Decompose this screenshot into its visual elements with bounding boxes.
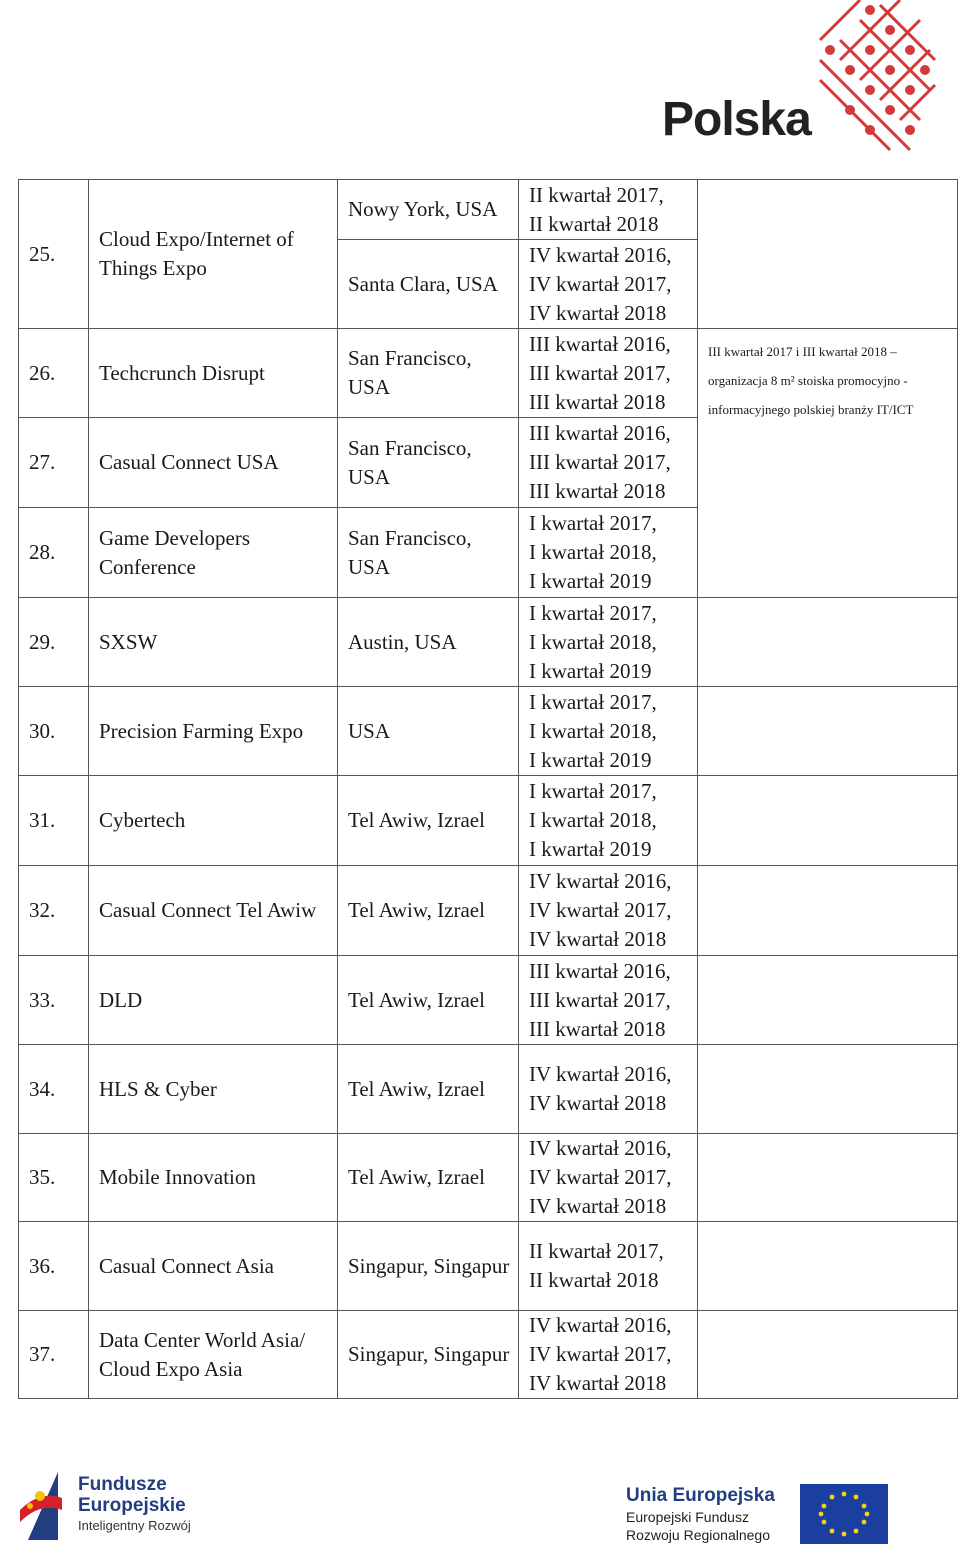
event-name: Casual Connect Tel Awiw — [89, 866, 338, 956]
date-line: I kwartał 2017, — [529, 689, 657, 714]
date-line: IV kwartał 2017, — [529, 271, 672, 296]
table-row — [19, 956, 958, 1045]
event-city: Tel Awiw, Izrael — [338, 1134, 519, 1222]
row-number: 32. — [19, 866, 89, 956]
dates-cell — [519, 329, 698, 418]
date-line: IV kwartał 2016, — [529, 1136, 672, 1160]
empty-cell — [698, 687, 958, 776]
fe-title1: Fundusze — [78, 1474, 167, 1495]
table-row — [19, 598, 958, 687]
date-line: III kwartał 2016, — [529, 331, 671, 356]
note-line: informacyjnego polskiej branży IT/ICT — [708, 402, 914, 417]
event-name: SXSW — [89, 598, 338, 687]
event-city: Tel Awiw, Izrael — [338, 866, 519, 956]
date-line: III kwartał 2017, — [529, 360, 671, 385]
event-name: Game Developers Conference — [89, 508, 338, 598]
empty-cell — [698, 1222, 958, 1311]
date-line: I kwartał 2019 — [529, 747, 652, 772]
ue-sub1: Europejski Fundusz — [626, 1509, 749, 1525]
row-number: 30. — [19, 687, 89, 776]
date-line: III kwartał 2016, — [529, 421, 671, 445]
empty-cell — [698, 866, 958, 956]
date-line: II kwartał 2017, — [529, 1239, 664, 1263]
date-line: IV kwartał 2017, — [529, 1342, 672, 1366]
date-line: IV kwartał 2016, — [529, 1062, 672, 1086]
dates-cell — [519, 1222, 698, 1311]
note-line: organizacja 8 m² stoiska promocyjno - — [708, 373, 908, 388]
dates-cell — [519, 776, 698, 866]
date-line: IV kwartał 2018 — [529, 1194, 667, 1218]
date-line: I kwartał 2018, — [529, 808, 657, 832]
table-row — [19, 776, 958, 866]
row-number: 35. — [19, 1134, 89, 1222]
event-city: Singapur, Singapur — [338, 1222, 519, 1311]
dates-cell — [519, 508, 698, 598]
event-city: Tel Awiw, Izrael — [338, 776, 519, 866]
date-line: III kwartał 2016, — [529, 958, 671, 983]
event-name: Cybertech — [89, 776, 338, 866]
row-number: 25. — [19, 180, 89, 329]
table-row — [19, 1222, 958, 1311]
date-line: IV kwartał 2018 — [529, 300, 667, 325]
empty-cell — [698, 598, 958, 687]
date-line: I kwartał 2019 — [529, 658, 652, 683]
dates-cell — [519, 866, 698, 956]
date-line: II kwartał 2018 — [529, 1268, 659, 1292]
event-name: Techcrunch Disrupt — [89, 329, 338, 418]
row-number: 29. — [19, 598, 89, 687]
date-line: III kwartał 2017, — [529, 987, 671, 1012]
table-row — [19, 329, 958, 418]
date-line: IV kwartał 2016, — [529, 869, 672, 893]
empty-cell — [698, 1311, 958, 1399]
note-cell — [698, 329, 958, 598]
date-line: I kwartał 2019 — [529, 837, 652, 861]
event-name: DLD — [89, 956, 338, 1045]
date-line: I kwartał 2019 — [529, 569, 652, 593]
row-number: 37. — [19, 1311, 89, 1399]
events-table — [18, 179, 958, 1399]
table-row — [19, 1045, 958, 1134]
event-city: Austin, USA — [338, 598, 519, 687]
fe-subtitle: Inteligentny Rozwój — [78, 1518, 191, 1533]
date-line: IV kwartał 2017, — [529, 898, 672, 922]
empty-cell — [698, 180, 958, 329]
polska-logo-text: Polska — [662, 93, 811, 146]
table-row — [19, 687, 958, 776]
date-line: IV kwartał 2018 — [529, 927, 667, 951]
row-number: 27. — [19, 418, 89, 508]
date-line: III kwartał 2018 — [529, 479, 666, 503]
fundusze-europejskie-logo — [78, 1474, 191, 1536]
event-city: Singapur, Singapur — [338, 1311, 519, 1399]
row-number: 33. — [19, 956, 89, 1045]
event-name: Casual Connect USA — [89, 418, 338, 508]
dates-cell — [519, 687, 698, 776]
date-line: IV kwartał 2016, — [529, 1313, 672, 1337]
dates-cell — [519, 1134, 698, 1222]
dates-cell — [519, 418, 698, 508]
row-number: 34. — [19, 1045, 89, 1134]
fe-flag-icon — [20, 1468, 62, 1550]
date-line: IV kwartał 2017, — [529, 1165, 672, 1189]
event-city: USA — [338, 687, 519, 776]
dates-cell — [519, 1311, 698, 1399]
empty-cell — [698, 956, 958, 1045]
row-number: 26. — [19, 329, 89, 418]
event-city: Tel Awiw, Izrael — [338, 1045, 519, 1134]
ue-sub2: Rozwoju Regionalnego — [626, 1527, 770, 1543]
date-line: II kwartał 2018 — [529, 211, 659, 236]
date-line: IV kwartał 2016, — [529, 242, 672, 267]
date-line: III kwartał 2018 — [529, 1016, 666, 1041]
event-city: San Francisco, USA — [338, 329, 519, 418]
dates-cell — [519, 956, 698, 1045]
table-row — [19, 1311, 958, 1399]
date-line: II kwartał 2017, — [529, 182, 664, 207]
date-line: I kwartał 2017, — [529, 600, 657, 625]
note-line: III kwartał 2017 i III kwartał 2018 – — [708, 344, 897, 359]
ue-title: Unia Europejska — [626, 1485, 775, 1506]
date-line: I kwartał 2018, — [529, 718, 657, 743]
polska-logo-graphic — [660, 0, 940, 180]
event-city: Tel Awiw, Izrael — [338, 956, 519, 1045]
event-name: Casual Connect Asia — [89, 1222, 338, 1311]
event-name: Mobile Innovation — [89, 1134, 338, 1222]
event-city: San Francisco, USA — [338, 508, 519, 598]
date-line: III kwartał 2017, — [529, 450, 671, 474]
event-city: San Francisco, USA — [338, 418, 519, 508]
dates-cell — [519, 1045, 698, 1134]
date-line: IV kwartał 2018 — [529, 1091, 667, 1115]
date-line: IV kwartał 2018 — [529, 1371, 667, 1395]
dates-cell — [519, 240, 698, 329]
event-name: Data Center World Asia/ Cloud Expo Asia — [89, 1311, 338, 1399]
dates-cell — [519, 598, 698, 687]
date-line: III kwartał 2018 — [529, 389, 666, 414]
unia-europejska-logo — [626, 1484, 775, 1544]
event-name: Precision Farming Expo — [89, 687, 338, 776]
row-number: 36. — [19, 1222, 89, 1311]
empty-cell — [698, 776, 958, 866]
fe-title2: Europejskie — [78, 1495, 186, 1516]
empty-cell — [698, 1134, 958, 1222]
table-row — [19, 180, 958, 240]
empty-cell — [698, 1045, 958, 1134]
row-number: 28. — [19, 508, 89, 598]
date-line: I kwartał 2018, — [529, 540, 657, 564]
event-city: Nowy York, USA — [338, 180, 519, 240]
date-line: I kwartał 2017, — [529, 779, 657, 803]
row-number: 31. — [19, 776, 89, 866]
event-name: HLS & Cyber — [89, 1045, 338, 1134]
table-row — [19, 1134, 958, 1222]
table-row — [19, 866, 958, 956]
date-line: I kwartał 2017, — [529, 511, 657, 535]
event-city: Santa Clara, USA — [338, 240, 519, 329]
eu-flag-icon — [800, 1484, 888, 1544]
event-name: Cloud Expo/Internet of Things Expo — [89, 180, 338, 329]
date-line: I kwartał 2018, — [529, 629, 657, 654]
dates-cell — [519, 180, 698, 240]
